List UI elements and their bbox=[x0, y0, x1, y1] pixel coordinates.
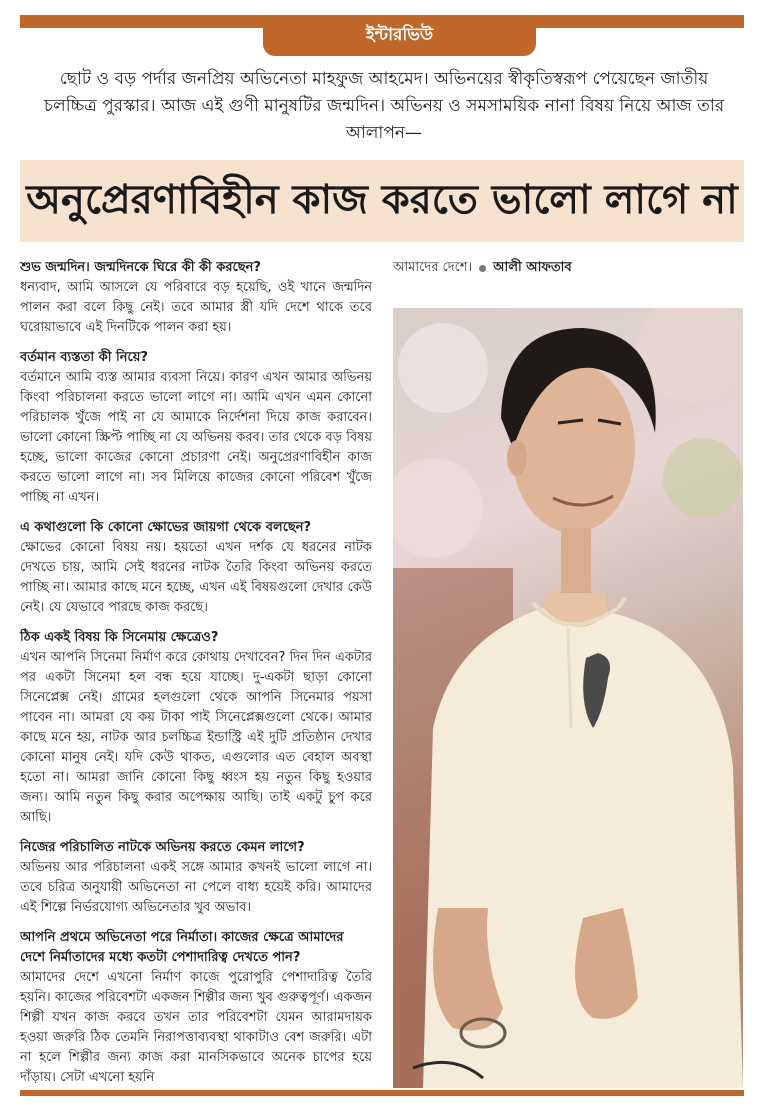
answer: ক্ষোভের কোনো বিষয় নয়। হয়তো এখন দর্শক যে ধরনের নাটক দেখতে চায়, আমি সেই ধরনের নাটক তৈরি কিংবা অভিনয় করতে পাচ্ছি না। আমার কাছে মনে হচ্ছে, এখন এই বিষয়গুলো দেখার কেউ নেই। যে যেভাবে পারছে কাজ করছে। bbox=[20, 540, 372, 615]
question: শুভ জন্মদিন। জন্মদিনকে ঘিরে কী কী করছেন? bbox=[20, 260, 261, 275]
bullet-dot-icon bbox=[479, 265, 486, 272]
byline-author: আলী আফতাব bbox=[493, 260, 572, 275]
answer: অভিনয় আর পরিচালনা একই সঙ্গে আমার কখনই ভালো লাগে না। তবে চরিত্র অনুযায়ী অভিনেতা না পেলে বাধ্য হয়েই করি। আমাদের এই শিল্পে নির্ভরযোগ্য অভিনেতার খুব অভাব। bbox=[20, 860, 372, 915]
qa-block bbox=[20, 258, 372, 338]
answer: বর্তমানে আমি ব্যস্ত আমার ব্যবসা নিয়ে। কারণ এখন আমার অভিনয় কিংবা পরিচালনা করতে ভালো লাগে না। আমি এখন এমন কোনো পরিচালক খুঁজে পাই না যে আমাকে নির্দেশনা দিয়ে কাজ করাবেন। ভালো কোনো স্ক্রিপ্ট পাচ্ছি না যে অভিনয় করব। তার থেকে বড় বিষয় হচ্ছে, ভালো কাজের কোনো প্রচারণা নেই। অনুপ্রেরণাবিহীন কাজ করতে ভালো লাগে না। সব মিলিয়ে কাজের কোনো পরিবেশ খুঁজে পাচ্ছি না এখন। bbox=[20, 370, 372, 505]
qa-block bbox=[20, 348, 372, 508]
portrait-photo bbox=[393, 308, 743, 1088]
qa-block bbox=[20, 838, 372, 918]
section-label bbox=[263, 15, 536, 56]
interview-column bbox=[20, 258, 372, 1098]
qa-block bbox=[20, 928, 372, 1088]
question: বর্তমান ব্যস্ততা কী নিয়ে? bbox=[20, 350, 148, 365]
qa-block bbox=[20, 518, 372, 618]
question: ঠিক একই বিষয় কি সিনেমায় ক্ষেত্রেও? bbox=[20, 630, 219, 645]
headline: অনুপ্রেরণাবিহীন কাজ করতে ভালো লাগে না bbox=[26, 175, 738, 223]
headline-box bbox=[20, 160, 744, 242]
portrait-illustration bbox=[393, 308, 743, 1088]
answer: ধন্যবাদ, আমি আসলে যে পরিবারে বড় হয়েছি, ওই খানে জন্মদিন পালন করা বলে কিছু নেই। তবে আমার স্ত্রী যদি দেশে থাকে তবে ঘরোয়াভাবে এই দিনটিকে পালন করা হয়। bbox=[20, 280, 372, 335]
question: নিজের পরিচালিত নাটকে অভিনয় করতে কেমন লাগে? bbox=[20, 840, 305, 855]
question: আপনি প্রথমে অভিনেতা পরে নির্মাতা। কাজের ক্ষেত্রে আমাদের দেশে নির্মাতাদের মধ্যে কতটা পেশাদারিত্ব দেখতে পান? bbox=[20, 930, 344, 965]
byline-prefix: আমাদের দেশে। bbox=[393, 260, 473, 275]
question: এ কথাগুলো কি কোনো ক্ষোভের জায়গা থেকে বলছেন? bbox=[20, 520, 312, 535]
byline bbox=[393, 258, 743, 278]
answer: এখন আপনি সিনেমা নির্মাণ করে কোথায় দেখাবেন? দিন দিন একটার পর একটা সিনেমা হল বন্ধ হয়ে যাচ্ছে। দু-একটা ছাড়া কোনো সিনেপ্লেক্স নেই। গ্রামের হলগুলো থেকে আপনি সিনেমার পয়সা পাবেন না। আমরা যে কয় টাকা পাই সিনেপ্লেক্সগুলো থেকে। আমার কাছে মনে হয়, নাটক আর চলচ্চিত্র ইন্ডাস্ট্রি এই দুটি প্রতিষ্ঠান দেখার কোনো মানুষ নেই। যদি কেউ থাকত, এগুলোর এত বেহাল অবস্থা হতো না। আমরা জানি কোনো কিছু ধ্বংস হয় নতুন কিছু হওয়ার জন্য। আমি নতুন কিছু করার অপেক্ষায় আছি। তাই একটু চুপ করে আছি। bbox=[20, 650, 372, 825]
bottom-rule bbox=[20, 1090, 744, 1096]
intro-paragraph: ছোট ও বড় পর্দার জনপ্রিয় অভিনেতা মাহফুজ আহমেদ। অভিনয়ের স্বীকৃতিস্বরূপ পেয়েছেন জাতীয় চলচ্চিত্র পুরস্কার। আজ এই গুণী মানুষটির জন্মদিন। অভিনয় ও সমসাময়িক নানা বিষয় নিয়ে আজ তার আলাপন— bbox=[43, 69, 725, 143]
answer: আমাদের দেশে এখনো নির্মাণ কাজে পুরোপুরি পেশাদারিত্ব তৈরি হয়নি। কাজের পরিবেশটা একজন শিল্পীর জন্য খুব গুরুত্বপূর্ণ। একজন শিল্পী যখন কাজ করবে তখন তার পরিবেশটা যেমন আরামদায়ক হওয়া জরুরি ঠিক তেমনি নিরাপত্তাব্যবস্থা থাকাটাও বেশ জরুরি। এটা না হলে শিল্পীর জন্য কাজ করা মানসিকভাবে অনেক চাপের হয়ে দাঁড়ায়। সেটা এখনো হয়নি bbox=[20, 970, 372, 1085]
section-label-text: ইন্টারভিউ bbox=[365, 24, 434, 45]
qa-block bbox=[20, 628, 372, 828]
